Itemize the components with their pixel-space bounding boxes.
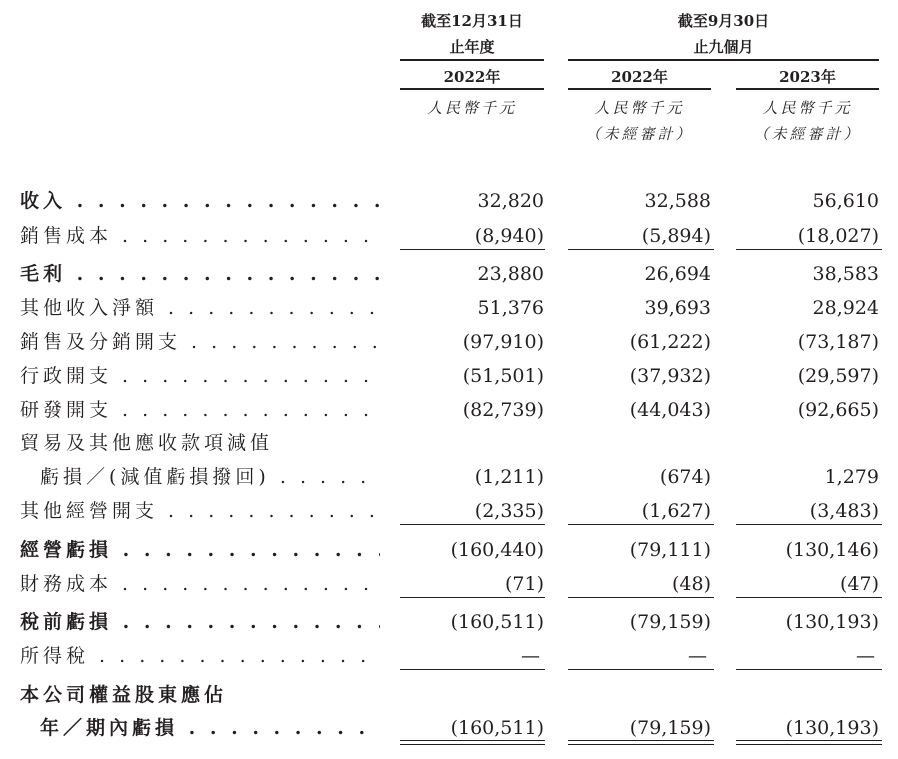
value-col2: (79,159) bbox=[629, 717, 711, 739]
value-col2: (44,043) bbox=[629, 399, 711, 421]
row-cost-of-sales bbox=[0, 221, 898, 251]
header-rule-group-b bbox=[568, 59, 879, 61]
header-year-col2: 2022年 bbox=[611, 68, 668, 86]
row-loss-attributable-line1 bbox=[0, 680, 898, 710]
row-finance-costs bbox=[0, 569, 898, 599]
value-col2: 26,694 bbox=[644, 263, 711, 285]
value-col1: — bbox=[521, 645, 540, 667]
row-other-income bbox=[0, 293, 898, 323]
value-col3: 38,583 bbox=[812, 263, 879, 285]
subtotal-rule bbox=[568, 597, 714, 598]
value-col1: (160,511) bbox=[450, 611, 544, 633]
row-label: 所得稅 . . . bbox=[20, 641, 380, 671]
value-col1: 23,880 bbox=[477, 263, 544, 285]
header-rule-col2 bbox=[568, 88, 711, 90]
value-col1: 51,376 bbox=[477, 297, 544, 319]
header-rule-group-a bbox=[400, 59, 544, 61]
value-col3: — bbox=[856, 645, 875, 667]
unaudited-label-col3: （未經審計） bbox=[753, 125, 862, 143]
value-col1: (1,211) bbox=[474, 466, 544, 488]
value-col1: (160,511) bbox=[450, 717, 544, 739]
header-period-year-line2: 止年度 bbox=[449, 38, 495, 56]
row-label: 研發開支 . . . bbox=[20, 395, 380, 425]
header-year-col1: 2022年 bbox=[443, 68, 501, 86]
row-label: 毛利 . . . bbox=[20, 259, 380, 289]
unaudited-label-col2: （未經審計） bbox=[585, 125, 694, 143]
row-income-tax bbox=[0, 641, 898, 671]
header-year-col3: 2023年 bbox=[779, 68, 836, 86]
row-loss-attributable-line2 bbox=[0, 713, 898, 743]
value-col3: (73,187) bbox=[797, 331, 879, 353]
row-label: 稅前虧損 . . . bbox=[20, 607, 380, 637]
row-loss-before-tax bbox=[0, 607, 898, 637]
value-col2: (674) bbox=[659, 466, 711, 488]
value-col2: (48) bbox=[671, 573, 711, 595]
value-col3: 56,610 bbox=[812, 190, 879, 212]
row-label: 財務成本 . . . bbox=[20, 569, 380, 599]
subtotal-rule bbox=[568, 669, 714, 670]
subtotal-rule bbox=[736, 524, 882, 525]
value-col2: 39,693 bbox=[644, 297, 711, 319]
header-rule-col3 bbox=[736, 88, 879, 90]
row-label: 銷售及分銷開支 . . . bbox=[20, 327, 380, 357]
total-double-rule bbox=[400, 740, 545, 745]
value-col3: (130,193) bbox=[785, 717, 879, 739]
value-col1: (82,739) bbox=[462, 399, 544, 421]
row-label: 其他經營開支 . . . bbox=[20, 496, 380, 526]
value-col3: (3,483) bbox=[809, 500, 879, 522]
value-col2: 32,588 bbox=[644, 190, 711, 212]
row-impairment-line1 bbox=[0, 428, 898, 458]
row-revenue bbox=[0, 186, 898, 216]
subtotal-rule bbox=[568, 524, 714, 525]
subtotal-rule bbox=[400, 249, 545, 250]
value-col1: (8,940) bbox=[474, 225, 544, 247]
value-col2: (37,932) bbox=[629, 365, 711, 387]
row-label: 其他收入淨額 . . . bbox=[20, 293, 380, 323]
header-rule-col1 bbox=[400, 88, 544, 90]
value-col3: (47) bbox=[839, 573, 879, 595]
subtotal-rule bbox=[400, 669, 545, 670]
row-label: 銷售成本 . . . bbox=[20, 221, 380, 251]
value-col2: — bbox=[688, 645, 707, 667]
row-operating-loss bbox=[0, 535, 898, 565]
value-col3: (29,597) bbox=[797, 365, 879, 387]
row-label: 貿易及其他應收款項減值 bbox=[20, 432, 274, 454]
total-double-rule bbox=[568, 740, 714, 745]
value-col2: (5,894) bbox=[641, 225, 711, 247]
row-impairment-line2 bbox=[0, 462, 898, 492]
value-col2: (79,111) bbox=[629, 539, 711, 561]
total-double-rule bbox=[736, 740, 882, 745]
header-period-nine-months-line1: 截至9月30日 bbox=[677, 12, 770, 30]
subtotal-rule bbox=[400, 597, 545, 598]
row-label: 本公司權益股東應佔 bbox=[20, 684, 228, 706]
value-col3: (92,665) bbox=[797, 399, 879, 421]
header-period-year-line1: 截至12月31日 bbox=[421, 12, 523, 30]
row-selling-distribution bbox=[0, 327, 898, 357]
row-administrative bbox=[0, 361, 898, 391]
row-label: 年／期內虧損 . . . bbox=[40, 713, 380, 743]
value-col2: (1,627) bbox=[641, 500, 711, 522]
value-col1: (97,910) bbox=[462, 331, 544, 353]
row-gross-profit bbox=[0, 259, 898, 289]
value-col3: (18,027) bbox=[797, 225, 879, 247]
value-col2: (79,159) bbox=[629, 611, 711, 633]
unit-label-col2: 人民幣千元 bbox=[594, 99, 685, 117]
subtotal-rule bbox=[568, 249, 714, 250]
row-other-operating bbox=[0, 496, 898, 526]
subtotal-rule bbox=[736, 669, 882, 670]
row-label: 經營虧損 . . . bbox=[20, 535, 380, 565]
value-col1: (2,335) bbox=[474, 500, 544, 522]
value-col1: 32,820 bbox=[477, 190, 544, 212]
header-period-nine-months-line2: 止九個月 bbox=[693, 38, 754, 56]
row-rnd bbox=[0, 395, 898, 425]
value-col1: (51,501) bbox=[462, 365, 544, 387]
row-label: 行政開支 . . . bbox=[20, 361, 380, 391]
row-label: 虧損／(減值虧損撥回) . . . bbox=[40, 462, 380, 492]
subtotal-rule bbox=[736, 249, 882, 250]
value-col1: (71) bbox=[504, 573, 544, 595]
value-col3: (130,146) bbox=[785, 539, 879, 561]
row-label: 收入 . . . bbox=[20, 186, 380, 216]
value-col3: 1,279 bbox=[824, 466, 879, 488]
subtotal-rule bbox=[736, 597, 882, 598]
subtotal-rule bbox=[400, 524, 545, 525]
unit-label-col1: 人民幣千元 bbox=[426, 99, 517, 117]
unit-label-col3: 人民幣千元 bbox=[762, 99, 853, 117]
value-col2: (61,222) bbox=[629, 331, 711, 353]
value-col3: 28,924 bbox=[812, 297, 879, 319]
value-col1: (160,440) bbox=[450, 539, 544, 561]
value-col3: (130,193) bbox=[785, 611, 879, 633]
